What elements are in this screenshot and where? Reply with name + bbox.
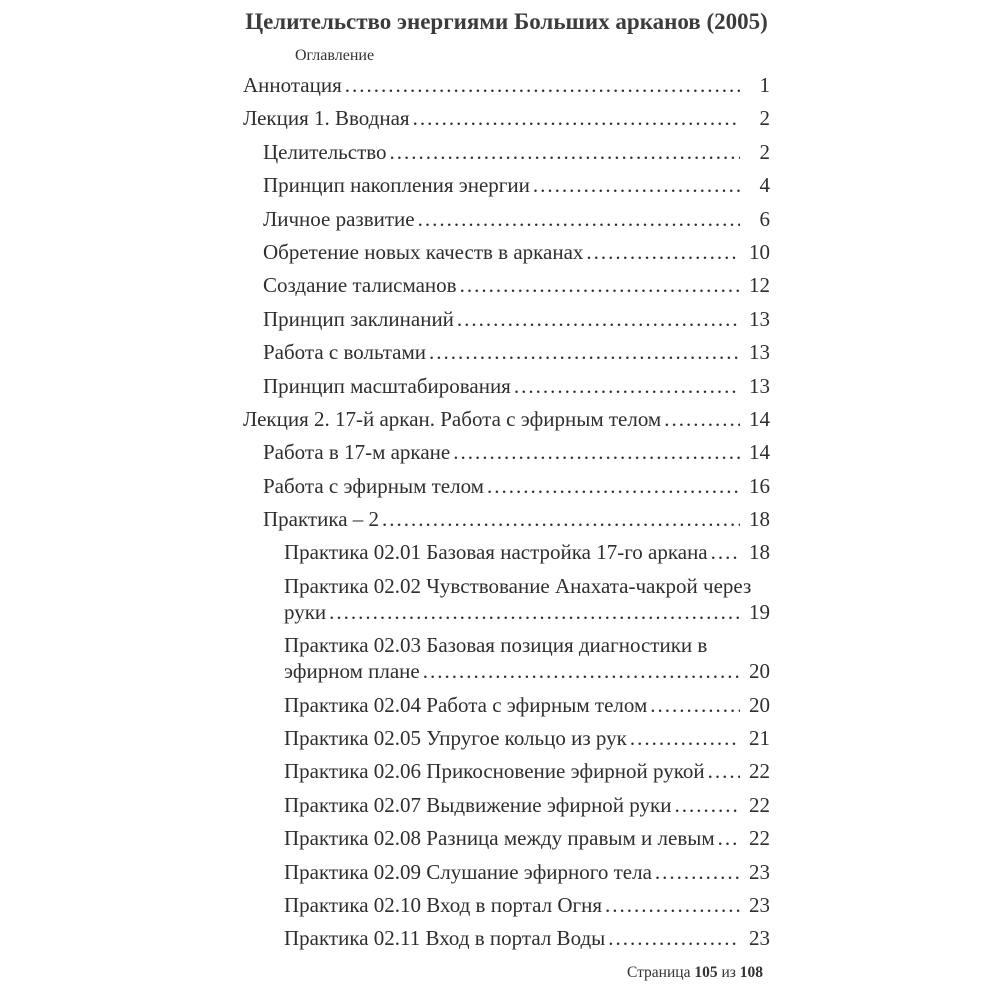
dot-leader bbox=[650, 692, 740, 718]
dot-leader bbox=[413, 105, 740, 131]
toc-entry-row bbox=[284, 599, 770, 625]
dot-leader bbox=[382, 506, 740, 532]
toc-entry bbox=[263, 239, 770, 265]
toc-entry bbox=[263, 473, 770, 499]
dot-leader bbox=[533, 172, 740, 198]
dot-leader bbox=[708, 758, 740, 784]
toc-entry-label: руки bbox=[284, 599, 327, 624]
toc-entry bbox=[284, 825, 770, 851]
toc-entry-label: Целительство bbox=[263, 139, 387, 164]
table-of-contents bbox=[243, 72, 770, 951]
toc-entry-row bbox=[263, 306, 770, 332]
toc-page-number: 23 bbox=[749, 926, 770, 951]
toc-entry bbox=[263, 439, 770, 465]
dot-leader bbox=[345, 72, 740, 98]
toc-page-number: 13 bbox=[749, 373, 770, 398]
footer-of-word: из bbox=[721, 964, 736, 981]
toc-entry bbox=[243, 72, 770, 98]
dot-leader bbox=[586, 239, 740, 265]
toc-entry-label: Работа с вольтами bbox=[263, 340, 427, 365]
toc-page-number: 4 bbox=[759, 173, 770, 198]
dot-leader bbox=[453, 439, 740, 465]
toc-page-number: 13 bbox=[749, 340, 770, 365]
toc-heading: Оглавление bbox=[295, 47, 375, 64]
toc-page-number: 2 bbox=[759, 106, 770, 131]
dot-leader bbox=[418, 206, 740, 232]
dot-leader bbox=[674, 792, 740, 818]
toc-entry-row bbox=[284, 792, 770, 818]
toc-entry-row bbox=[284, 892, 770, 918]
toc-page-number: 23 bbox=[749, 892, 770, 917]
toc-entry-label: Обретение новых качеств в арканах bbox=[263, 239, 584, 264]
content-column bbox=[243, 0, 770, 959]
toc-entry-row bbox=[284, 692, 770, 718]
toc-entry-row bbox=[263, 139, 770, 165]
toc-page-number: 1 bbox=[759, 73, 770, 97]
dot-leader bbox=[514, 373, 740, 399]
toc-entry-row bbox=[263, 239, 770, 265]
toc-entry-row bbox=[284, 539, 770, 565]
toc-entry-row bbox=[263, 473, 770, 499]
toc-entry bbox=[263, 339, 770, 365]
toc-page-number: 18 bbox=[749, 507, 770, 532]
toc-entry-label: Практика 02.04 Работа с эфирным телом bbox=[284, 692, 648, 717]
toc-page-number: 19 bbox=[749, 599, 770, 624]
dot-leader bbox=[457, 306, 740, 332]
toc-entry bbox=[284, 692, 770, 718]
toc-entry bbox=[284, 792, 770, 818]
toc-page-number: 22 bbox=[749, 759, 770, 784]
toc-entry bbox=[284, 892, 770, 918]
toc-entry bbox=[263, 506, 770, 532]
toc-entry-label: Работа с эфирным телом bbox=[263, 473, 484, 498]
toc-entry-row bbox=[243, 406, 770, 432]
toc-entry-row bbox=[284, 725, 770, 751]
toc-entry-text: Практика 02.03 Базовая позиция диагностики в bbox=[284, 633, 708, 658]
toc-entry-label: Практика 02.10 Вход в портал Огня bbox=[284, 892, 603, 917]
toc-entry-label: Практика 02.07 Выдвижение эфирной руки bbox=[284, 792, 672, 817]
dot-leader bbox=[630, 725, 740, 751]
toc-entry bbox=[263, 306, 770, 332]
toc-page-number: 21 bbox=[749, 726, 770, 751]
toc-entry-row bbox=[243, 72, 770, 98]
dot-leader bbox=[664, 406, 740, 432]
toc-entry-label: Лекция 2. 17-й аркан. Работа с эфирным телом bbox=[243, 406, 662, 431]
toc-entry-row bbox=[263, 506, 770, 532]
toc-entry bbox=[284, 925, 770, 951]
toc-entry-label: эфирном плане bbox=[284, 659, 420, 684]
toc-entry-row bbox=[284, 825, 770, 851]
footer-page-word: Страница bbox=[626, 964, 691, 981]
dot-leader bbox=[390, 139, 740, 165]
toc-entry-row bbox=[284, 758, 770, 784]
toc-entry-label: Практика 02.11 Вход в портал Воды bbox=[284, 926, 606, 951]
footer-current-page: 105 bbox=[694, 964, 718, 981]
toc-page-number: 20 bbox=[749, 692, 770, 717]
toc-entry bbox=[284, 539, 770, 565]
dot-leader bbox=[608, 925, 740, 951]
toc-page-number: 13 bbox=[749, 306, 770, 331]
toc-entry-label: Принцип заклинаний bbox=[263, 306, 454, 331]
toc-entry-label: Лекция 1. Вводная bbox=[243, 106, 410, 131]
toc-page-number: 14 bbox=[749, 440, 770, 465]
dot-leader bbox=[429, 339, 740, 365]
toc-entry bbox=[284, 725, 770, 751]
toc-entry-row bbox=[243, 105, 770, 131]
toc-entry-row bbox=[263, 206, 770, 232]
toc-entry-row bbox=[263, 439, 770, 465]
toc-entry bbox=[263, 139, 770, 165]
toc-entry-label: Принцип масштабирования bbox=[263, 373, 511, 398]
toc-entry-row bbox=[263, 339, 770, 365]
toc-page-number: 23 bbox=[749, 859, 770, 884]
toc-entry-label: Практика 02.06 Прикосновение эфирной рукой bbox=[284, 759, 705, 784]
toc-entry-label: Практика 02.05 Упругое кольцо из рук bbox=[284, 726, 627, 751]
toc-entry bbox=[243, 105, 770, 131]
toc-entry-row bbox=[263, 373, 770, 399]
toc-entry-label: Практика – 2 bbox=[263, 507, 380, 532]
dot-leader bbox=[487, 473, 740, 499]
toc-entry-text: Практика 02.02 Чувствование Анахата-чакрой через bbox=[284, 573, 752, 598]
toc-entry-label: Аннотация bbox=[243, 73, 342, 97]
dot-leader bbox=[655, 859, 740, 885]
toc-page-number: 14 bbox=[749, 406, 770, 431]
toc-entry-label: Принцип накопления энергии bbox=[263, 173, 530, 198]
toc-entry bbox=[284, 758, 770, 784]
toc-page-number: 20 bbox=[749, 659, 770, 684]
toc-entry-label: Практика 02.08 Разница между правым и левым bbox=[284, 826, 715, 851]
toc-page-number: 16 bbox=[749, 473, 770, 498]
footer-total-pages: 108 bbox=[739, 964, 763, 981]
page-footer bbox=[243, 964, 763, 982]
toc-page-number: 22 bbox=[749, 792, 770, 817]
toc-entry-label: Практика 02.01 Базовая настройка 17-го аркана bbox=[284, 540, 708, 565]
dot-leader bbox=[605, 892, 740, 918]
toc-page-number: 6 bbox=[759, 206, 770, 231]
toc-entry bbox=[263, 373, 770, 399]
dot-leader bbox=[329, 599, 740, 625]
toc-entry-label: Создание талисманов bbox=[263, 273, 457, 298]
toc-entry-row bbox=[284, 925, 770, 951]
toc-entry-label: Практика 02.09 Слушание эфирного тела bbox=[284, 859, 652, 884]
toc-page-number: 12 bbox=[749, 273, 770, 298]
toc-entry-row bbox=[263, 272, 770, 298]
dot-leader bbox=[423, 658, 740, 684]
toc-page-number: 2 bbox=[759, 139, 770, 164]
toc-page-number: 10 bbox=[749, 239, 770, 264]
toc-entry bbox=[263, 172, 770, 198]
toc-entry-row bbox=[284, 658, 770, 684]
toc-entry-row bbox=[263, 172, 770, 198]
toc-entry bbox=[284, 632, 770, 684]
dot-leader bbox=[711, 539, 740, 565]
dot-leader bbox=[718, 825, 740, 851]
dot-leader bbox=[460, 272, 740, 298]
page-title: Целительство энергиями Больших арканов (2005) bbox=[245, 9, 768, 34]
toc-entry-label: Личное развитие bbox=[263, 206, 415, 231]
toc-page-number: 22 bbox=[749, 826, 770, 851]
toc-page-number: 18 bbox=[749, 540, 770, 565]
toc-entry bbox=[263, 206, 770, 232]
toc-entry bbox=[284, 859, 770, 885]
toc-entry bbox=[243, 406, 770, 432]
toc-entry-label: Работа в 17-м аркане bbox=[263, 440, 451, 465]
toc-entry-row bbox=[284, 859, 770, 885]
toc-entry bbox=[284, 573, 770, 625]
toc-entry bbox=[263, 272, 770, 298]
